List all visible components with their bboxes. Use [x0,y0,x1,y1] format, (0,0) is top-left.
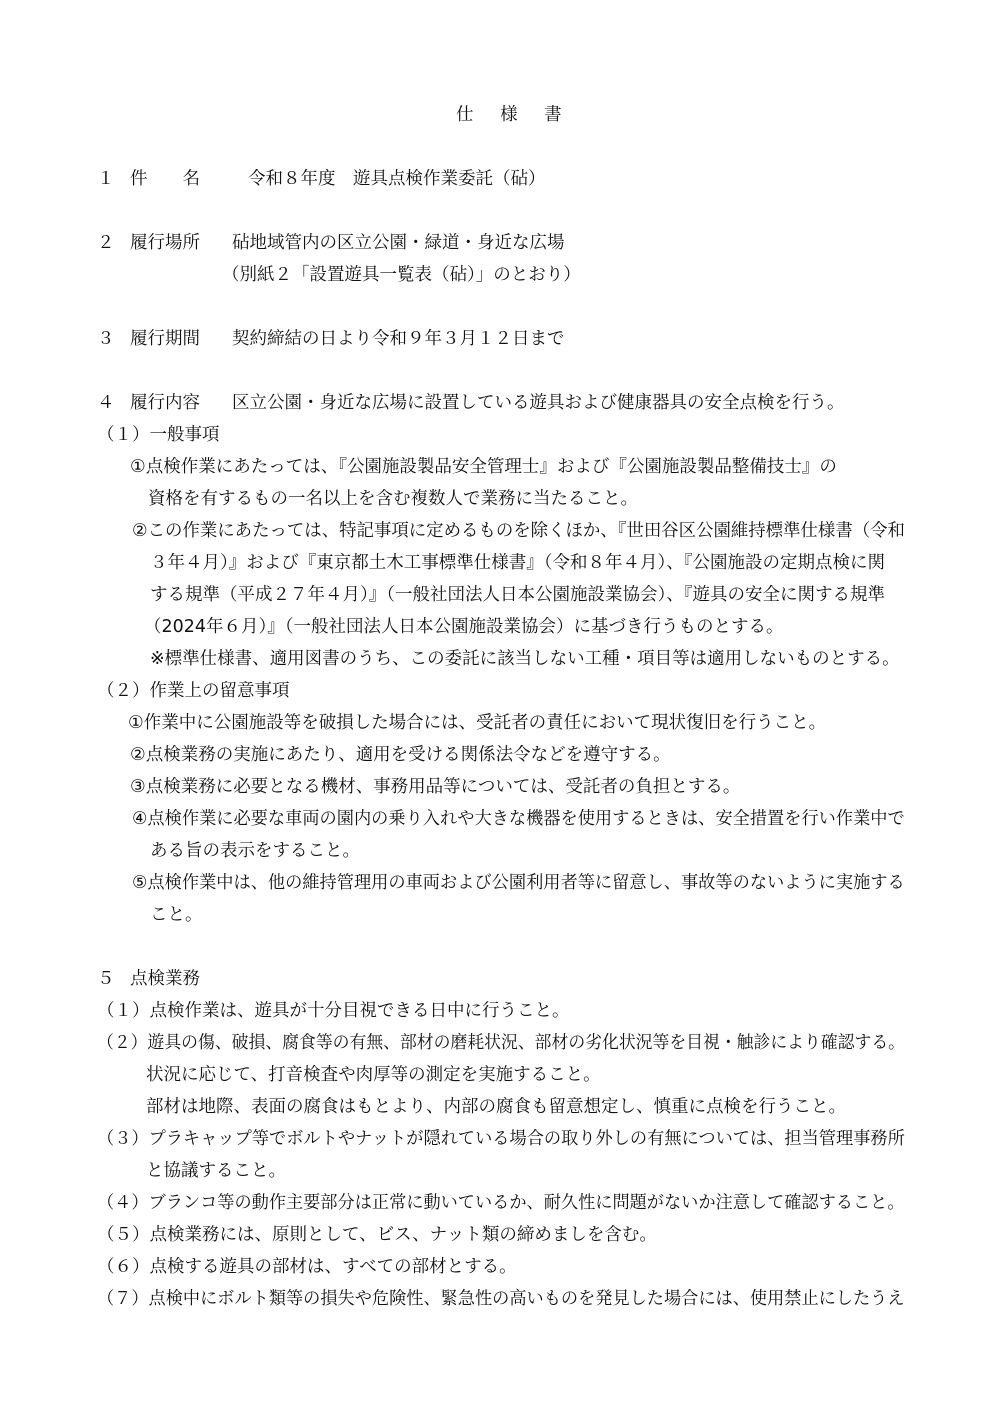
section-4-1-line: （2024年６月）』（一般社団法人日本公園施設業協会）に基づき行うものとする。 [144,617,784,637]
section-5-line: （３）プラキャップ等でボルトやナットが隠れている場合の取り外しの有無については、担当管理事務所 [97,1129,905,1149]
item1-value: 令和８年度 遊具点検作業委託（砧） [248,169,546,189]
section-4-1-line: ①点検作業にあたっては、『公園施設製品安全管理士』および『公園施設製品整備技士』の [130,457,837,477]
section-5-line: 部材は地際、表面の腐食はもとより、内部の腐食も留意想定し、慎重に点検を行うこと。 [146,1097,846,1117]
section-5-line: と協議すること。 [146,1161,286,1181]
document-title: 仕 様 書 [456,105,573,125]
item5-label: 点検業務 [130,969,200,989]
section-4-2-line: ⑤点検作業中は、他の維持管理用の車両および公園利用者等に留意し、事故等のないように実施する [132,873,905,893]
item2-value: 砧地域管内の区立公園・緑道・身近な広場 [232,233,565,253]
section-4-2-line: ④点検作業に必要な車両の園内の乗り入れや大きな機器を使用するときは、安全措置を行い作業中で [132,809,905,829]
section-5-line: （４）ブランコ等の動作主要部分は正常に動いているか、耐久性に問題がないか注意して確認すること。 [97,1193,905,1213]
item4-value: 区立公園・身近な広場に設置している遊具および健康器具の安全点検を行う。 [232,393,845,413]
section-4-2-line: こと。 [150,905,203,925]
section-4-1-line: 資格を有するもの一名以上を含む複数人で業務に当たること。 [148,489,638,509]
section-4-1-heading: （１）一般事項 [97,425,220,445]
item3-number: ３ [97,329,115,349]
section-4-2-line: ある旨の表示をすること。 [150,841,360,861]
section-5-line: （６）点検する遊具の部材は、すべての部材とする。 [97,1257,517,1277]
section-5-line: （１）点検作業は、遊具が十分目視できる日中に行うこと。 [97,1001,570,1021]
item1-label: 件 名 [130,169,200,189]
section-4-2-heading: （２）作業上の留意事項 [97,681,290,701]
item5-number: ５ [97,969,115,989]
section-4-1-line: する規準（平成２７年４月）』（一般社団法人日本公園施設業協会）、『遊具の安全に関する規準 [150,585,885,605]
section-5-line: （２）遊具の傷、破損、腐食等の有無、部材の磨耗状況、部材の劣化状況等を目視・触診により確認する。 [97,1033,905,1053]
section-4-2-line: ③点検業務に必要となる機材、事務用品等については、受託者の負担とする。 [130,777,741,797]
item2-value-note: （別紙２「設置遊具一覧表（砧）」のとおり） [222,265,581,285]
item4-label: 履行内容 [130,393,200,413]
section-4-1-line: ②この作業にあたっては、特記事項に定めるものを除くほか、『世田谷区公園維持標準仕様書（令和 [132,521,905,541]
section-4-1-line: ※標準仕様書、適用図書のうち、この委託に該当しない工種・項目等は適用しないものとする。 [150,649,900,669]
item3-value: 契約締結の日より令和９年３月１２日まで [232,329,565,349]
item2-number: ２ [97,233,115,253]
section-4-2-line: ②点検業務の実施にあたり、適用を受ける関係法令などを遵守する。 [130,745,671,765]
item2-label: 履行場所 [130,233,200,253]
section-4-1-line: ３年４月）』および『東京都土木工事標準仕様書』（令和８年４月）、『公園施設の定期点検に関 [150,553,885,573]
section-5-line: （５）点検業務には、原則として、ビス、ナット類の締めましを含む。 [97,1225,657,1245]
section-4-2-line: ①作業中に公園施設等を破損した場合には、受託者の責任において現状復旧を行うこと。 [128,713,827,733]
item4-number: ４ [97,393,115,413]
section-5-line: 状況に応じて、打音検査や肉厚等の測定を実施すること。 [146,1065,601,1085]
item3-label: 履行期間 [130,329,200,349]
item1-number: １ [97,169,115,189]
section-5-line: （７）点検中にボルト類等の損失や危険性、緊急性の高いものを発見した場合には、使用禁止にしたうえ [97,1289,905,1309]
